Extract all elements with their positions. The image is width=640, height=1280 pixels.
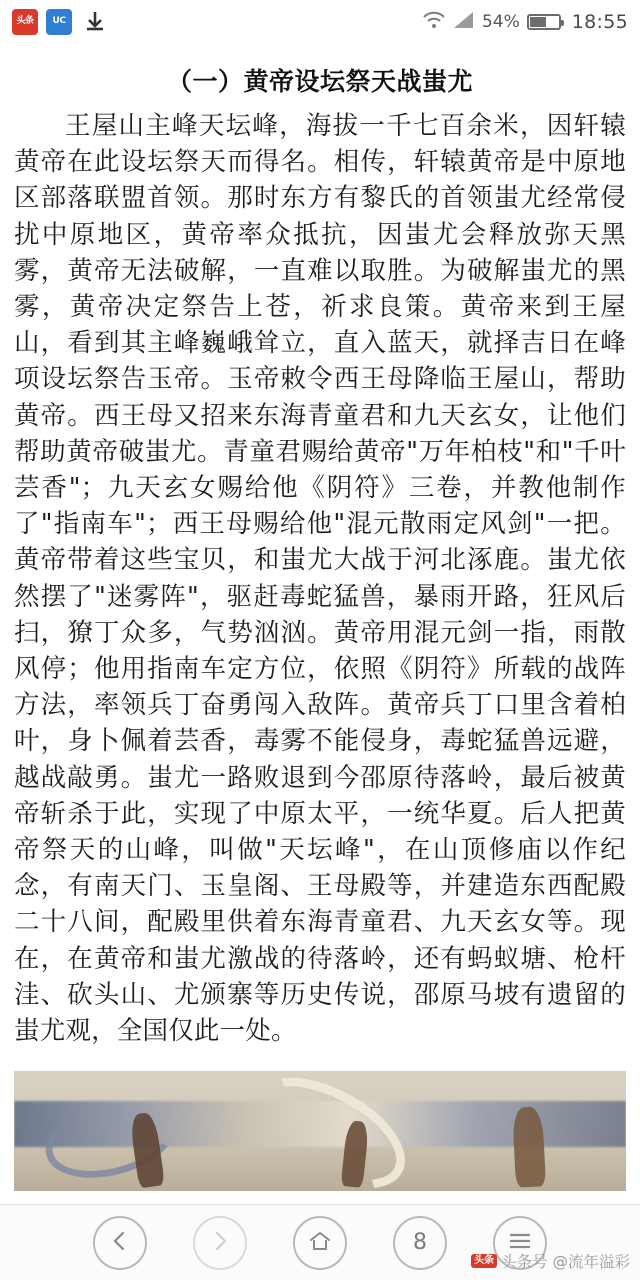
chevron-right-icon: [209, 1230, 231, 1256]
article-body: 王屋山主峰天坛峰，海拔一千七百余米，因轩辕黄帝在此设坛祭天而得名。相传，轩辕黄帝是中原地区部落联盟首领。那时东方有黎氏的首领蚩尤经常侵扰中原地区，黄帝率众抵抗，因蚩尤会释放弥天黑雾，黄帝无法破解，一直难以取胜。为破解蚩尤的黑雾，黄帝决定祭告上苍，祈求良策。黄帝来到王屋山，看到其主峰巍峨耸立，直入蓝天，就择吉日在峰项设坛祭告玉帝。玉帝敕令西王母降临王屋山，帮助黄帝。西王母又招来东海青童君和九天玄女，让他们帮助黄帝破蚩尤。青童君赐给黄帝"万年柏枝"和"千叶芸香"；九天玄女赐给他《阴符》三卷，并教他制作了"指南车"；西王母赐给他"混元散雨定风剑"一把。黄帝带着这些宝贝，和蚩尤大战于河北涿鹿。蚩尤依然摆了"迷雾阵"，驱赶毒蛇猛兽，暴雨开路，狂风后扫，獠丁众多，气势汹汹。黄帝用混元剑一指，雨散风停；他用指南车定方位，依照《阴符》所载的战阵方法，率领兵丁奋勇闯入敌阵。黄帝兵丁口里含着柏叶，身卜佩着芸香，毒雾不能侵身，毒蛇猛兽远避，越战敲勇。蚩尤一路败退到今邵原待落岭，最后被黄帝斩杀于此，实现了中原太平，一统华夏。后人把黄帝祭天的山峰，叫做"天坛峰"，在山顶修庙以作纪念，有南天门、玉皇阁、王母殿等，并建造东西配殿二十八间，配殿里供着东海青童君、九天玄女等。现在，在黄帝和蚩尤激战的待落岭，还有蚂蚁塘、枪杆洼、砍头山、尤颁寨等历史传说，邵原马坡有遗留的蚩尤观，全国仅此一处。: [14, 111, 626, 1047]
battery-icon: [527, 14, 561, 30]
watermark-text: 头条号 @流年溢彩: [501, 1253, 630, 1271]
tab-switcher-button[interactable]: [393, 1216, 447, 1270]
toutiao-badge-icon: 头条: [12, 9, 38, 35]
watermark: [471, 1250, 630, 1272]
back-button[interactable]: [93, 1216, 147, 1270]
status-bar-right: [422, 11, 628, 33]
home-button[interactable]: [293, 1216, 347, 1270]
webpage-content[interactable]: [0, 44, 640, 1204]
article-title: （一）黄帝设坛祭天战蚩尤: [166, 67, 473, 96]
chevron-left-icon: [109, 1230, 131, 1256]
download-icon: [84, 10, 106, 34]
toutiao-watermark-logo-icon: 头条: [471, 1254, 497, 1269]
article: [0, 44, 640, 1049]
article-illustration: [14, 1071, 626, 1191]
home-icon: [308, 1230, 332, 1256]
browser-bottom-toolbar: [0, 1204, 640, 1280]
signal-icon: [453, 11, 475, 33]
wifi-icon: [422, 11, 446, 33]
forward-button[interactable]: [193, 1216, 247, 1270]
status-bar-left: [12, 9, 106, 35]
status-bar: [0, 0, 640, 44]
browser-badge-icon: UC: [46, 9, 72, 35]
clock-label: 18:55: [571, 11, 628, 33]
battery-percent-label: 54%: [481, 12, 520, 32]
tab-count-label: 8: [413, 1230, 427, 1255]
